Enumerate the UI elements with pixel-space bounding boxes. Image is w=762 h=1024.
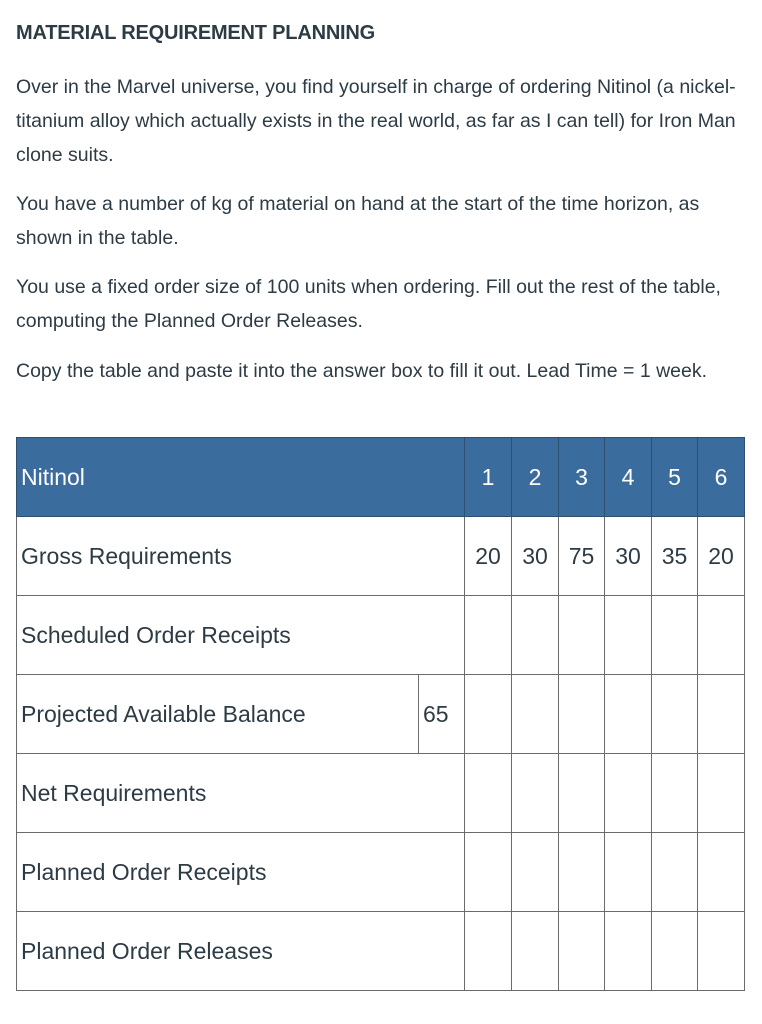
row-label: Gross Requirements: [17, 517, 465, 596]
row-label: Projected Available Balance: [17, 675, 419, 754]
answer-cell[interactable]: [605, 754, 652, 833]
table-cell: 30: [605, 517, 652, 596]
answer-cell[interactable]: [605, 675, 652, 754]
table-header-row: [17, 438, 745, 517]
answer-cell[interactable]: [465, 912, 512, 991]
planned-receipts-row: [17, 833, 745, 912]
period-header: 5: [652, 438, 698, 517]
item-name-header: Nitinol: [17, 438, 465, 517]
answer-cell[interactable]: [559, 675, 605, 754]
answer-cell[interactable]: [698, 596, 745, 675]
answer-cell[interactable]: [652, 912, 698, 991]
on-hand-cell: 65: [419, 675, 465, 754]
period-header: 6: [698, 438, 745, 517]
order-size-paragraph: You use a fixed order size of 100 units when ordering. Fill out the rest of the table, computing the Planned Order Releases.: [16, 276, 721, 332]
table-cell: 30: [512, 517, 559, 596]
table-cell: 75: [559, 517, 605, 596]
period-header: 3: [559, 438, 605, 517]
answer-cell[interactable]: [698, 675, 745, 754]
scheduled-receipts-row: [17, 596, 745, 675]
answer-cell[interactable]: [559, 912, 605, 991]
answer-cell[interactable]: [605, 596, 652, 675]
table-cell: 20: [465, 517, 512, 596]
table-cell: 35: [652, 517, 698, 596]
answer-cell[interactable]: [652, 596, 698, 675]
net-requirements-row: [17, 754, 745, 833]
answer-cell[interactable]: [652, 675, 698, 754]
answer-cell[interactable]: [512, 754, 559, 833]
answer-cell[interactable]: [512, 596, 559, 675]
period-header: 4: [605, 438, 652, 517]
answer-cell[interactable]: [559, 754, 605, 833]
answer-cell[interactable]: [512, 675, 559, 754]
intro-paragraph: Over in the Marvel universe, you find yourself in charge of ordering Nitinol (a nickel-titanium alloy which actually exists in the real world, as far as I can tell) for Iron Man clone suits.: [16, 76, 736, 166]
answer-cell[interactable]: [652, 833, 698, 912]
answer-cell[interactable]: [652, 754, 698, 833]
answer-cell[interactable]: [559, 596, 605, 675]
on-hand-paragraph: You have a number of kg of material on hand at the start of the time horizon, as shown in the table.: [16, 193, 700, 249]
gross-requirements-row: [17, 517, 745, 596]
table-cell: 20: [698, 517, 745, 596]
row-label: Scheduled Order Receipts: [17, 596, 465, 675]
answer-cell[interactable]: [559, 833, 605, 912]
row-label: Planned Order Receipts: [17, 833, 465, 912]
answer-cell[interactable]: [698, 912, 745, 991]
answer-cell[interactable]: [512, 912, 559, 991]
instructions-paragraph: Copy the table and paste it into the answer box to fill it out. Lead Time = 1 week.: [16, 360, 708, 382]
period-header: 1: [465, 438, 512, 517]
mrp-table: [16, 437, 745, 991]
page-title: MATERIAL REQUIREMENT PLANNING: [16, 22, 376, 44]
projected-balance-row: [17, 675, 745, 754]
answer-cell[interactable]: [605, 833, 652, 912]
answer-cell[interactable]: [605, 912, 652, 991]
answer-cell[interactable]: [698, 833, 745, 912]
answer-cell[interactable]: [698, 754, 745, 833]
period-header: 2: [512, 438, 559, 517]
answer-cell[interactable]: [512, 833, 559, 912]
answer-cell[interactable]: [465, 596, 512, 675]
row-label: Net Requirements: [17, 754, 465, 833]
answer-cell[interactable]: [465, 833, 512, 912]
planned-releases-row: [17, 912, 745, 991]
row-label: Planned Order Releases: [17, 912, 465, 991]
answer-cell[interactable]: [465, 675, 512, 754]
answer-cell[interactable]: [465, 754, 512, 833]
